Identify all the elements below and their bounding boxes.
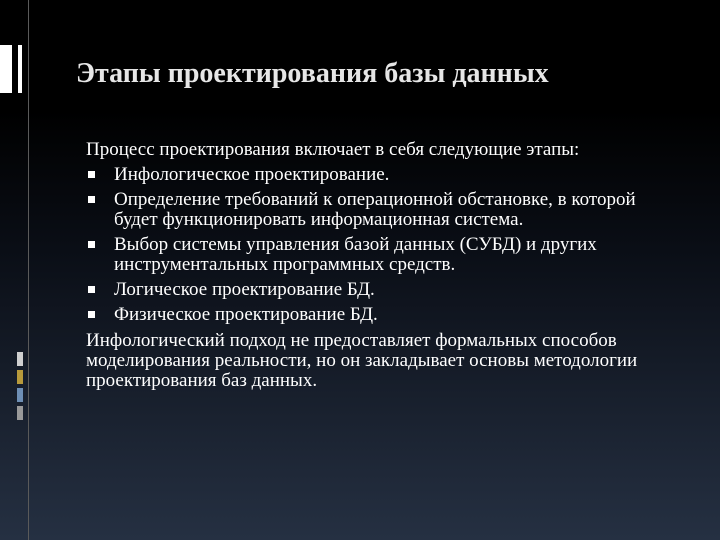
- square-bullet-icon: [88, 241, 95, 248]
- decorative-block: [0, 45, 12, 93]
- decorative-swatch: [17, 352, 23, 366]
- bullet-text: Физическое проектирование БД.: [114, 304, 378, 325]
- bullet-item: [86, 235, 646, 275]
- closing-text: Инфологический подход не предоставляет формальных способов моделирования реальности, но он закладывает основы методологии проектирования баз данных.: [86, 330, 638, 391]
- vertical-divider: [28, 0, 29, 540]
- square-bullet-icon: [88, 171, 95, 178]
- bullet-text: Выбор системы управления базой данных (СУБД) и других инструментальных программных средств.: [114, 234, 597, 275]
- bullet-item: [86, 305, 646, 325]
- bullet-text: Инфологическое проектирование.: [114, 164, 390, 185]
- bullet-item: [86, 165, 646, 185]
- decorative-block: [18, 45, 22, 93]
- slide-title: Этапы проектирования базы данных: [76, 58, 549, 89]
- bullet-list: [86, 165, 646, 325]
- intro-text: Процесс проектирования включает в себя следующие этапы:: [86, 139, 580, 160]
- slide-body: [86, 140, 646, 391]
- decorative-swatch: [17, 388, 23, 402]
- decorative-swatch: [17, 406, 23, 420]
- bullet-text: Определение требований к операционной обстановке, в которой будет функционировать информационная система.: [114, 189, 636, 230]
- bullet-text: Логическое проектирование БД.: [114, 279, 375, 300]
- square-bullet-icon: [88, 196, 95, 203]
- left-decorative-bar: [0, 0, 30, 540]
- decorative-swatch: [17, 370, 23, 384]
- square-bullet-icon: [88, 286, 95, 293]
- square-bullet-icon: [88, 311, 95, 318]
- bullet-item: [86, 190, 646, 230]
- bullet-item: [86, 280, 646, 300]
